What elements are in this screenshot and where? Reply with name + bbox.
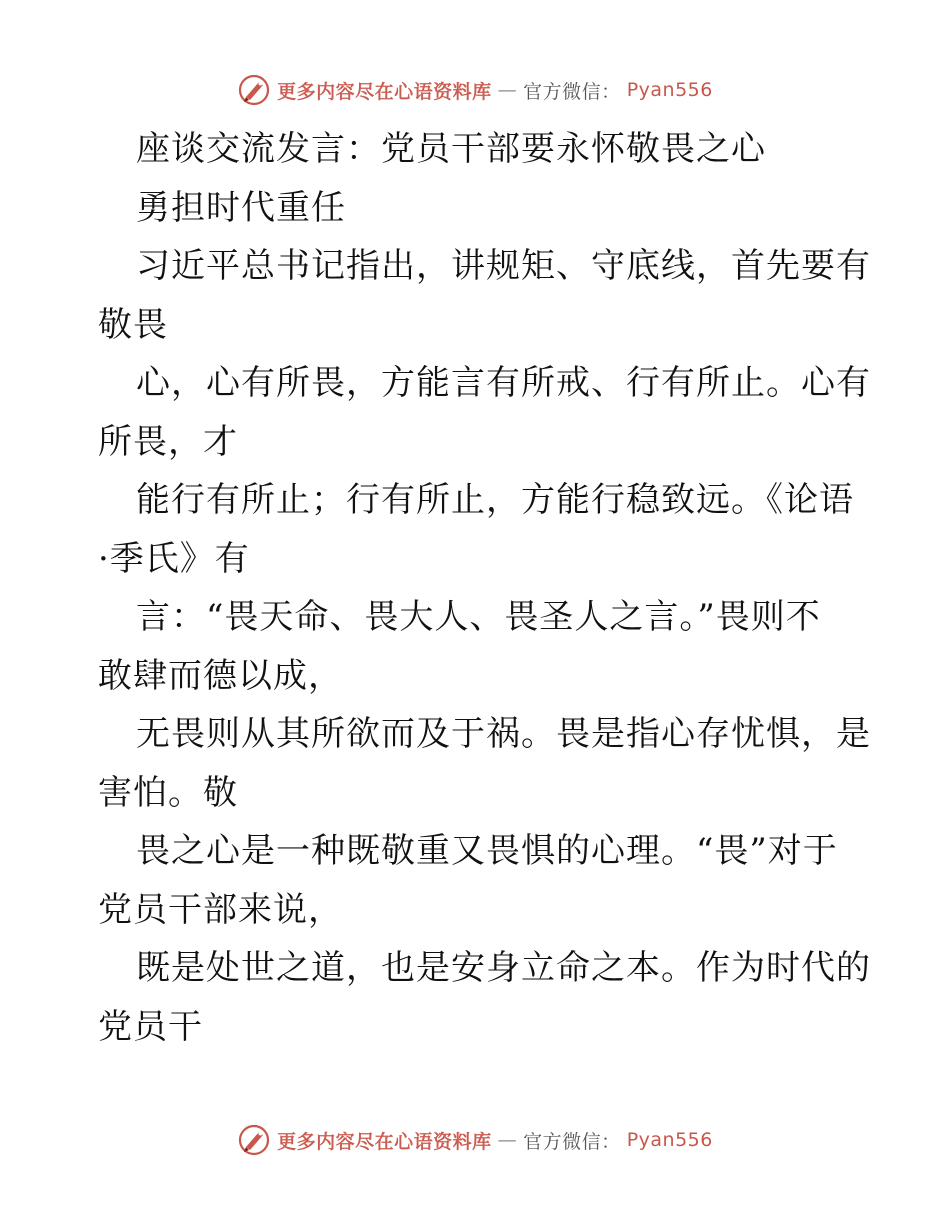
footer-banner-content — [237, 1123, 713, 1157]
paragraph-line: 能行有所止；行有所止，方能行稳致远。《论语 — [136, 480, 854, 520]
pen-seal-icon — [237, 1123, 271, 1157]
header-banner — [0, 70, 950, 110]
header-brand-text: 更多内容尽在心语资料库 — [277, 80, 492, 103]
paragraph-line: 既是处世之道，也是安身立命之本。作为时代的 — [136, 948, 871, 988]
document-title-line: 座谈交流发言：党员干部要永怀敬畏之心 — [136, 129, 766, 169]
paragraph-line: 畏之心是一种既敬重又畏惧的心理。“畏”对于 — [136, 831, 838, 871]
paragraph-line: 心，心有所畏，方能言有所戒、行有所止。心有 — [136, 363, 871, 403]
footer-sub-text: 官方微信： — [523, 1130, 621, 1153]
footer-handle: Pyan556 — [626, 1129, 713, 1151]
document-body — [98, 120, 871, 1056]
footer-brand-text: 更多内容尽在心语资料库 — [277, 1130, 492, 1153]
header-handle: Pyan556 — [626, 79, 713, 101]
paragraph-line: 言：“畏天命、畏大人、畏圣人之言。”畏则不 — [136, 597, 821, 637]
header-banner-content — [237, 73, 713, 107]
pen-seal-icon — [237, 73, 271, 107]
paragraph-line: 党员干 — [98, 1006, 203, 1047]
paragraph-line: 无畏则从其所欲而及于祸。畏是指心存忧惧，是 — [136, 714, 871, 754]
paragraph-line: ·季氏》有 — [98, 538, 250, 579]
header-sub-text: 官方微信： — [523, 80, 621, 103]
paragraph-line: 敢肆而德以成， — [98, 655, 343, 696]
paragraph-line: 敬畏 — [98, 304, 168, 345]
paragraph-line: 习近平总书记指出，讲规矩、守底线，首先要有 — [136, 246, 871, 286]
header-separator: — — [497, 79, 518, 101]
footer-banner — [0, 1120, 950, 1160]
footer-separator: — — [497, 1129, 518, 1151]
paragraph-line: 党员干部来说， — [98, 889, 343, 930]
paragraph-line: 害怕。敬 — [98, 772, 238, 813]
paragraph-line: 所畏，才 — [98, 421, 238, 462]
paragraph-line: 勇担时代重任 — [136, 187, 346, 228]
